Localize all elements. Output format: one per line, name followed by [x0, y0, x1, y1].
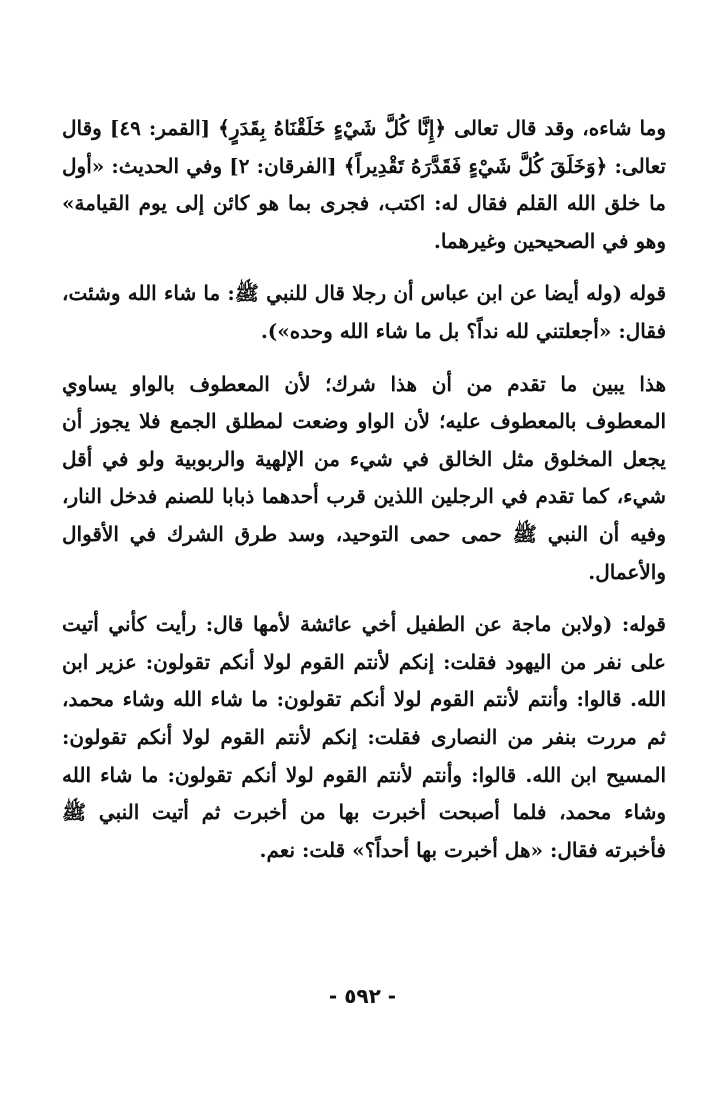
page-number: - ٥٩٢ -	[328, 984, 397, 1008]
paragraph-4: قوله: (ولابن ماجة عن الطفيل أخي عائشة لأمها قال: رأيت كأني أتيت على نفر من اليهود فقلت: إنكم لأنتم القوم لولا أنكم تقولون: عزير ابن الله. قالوا: وأنتم لأنتم القوم لولا أنكم تقولون: ما شاء الله وشاء محمد، ثم مررت بنفر من النصارى فقلت: إنكم لأنتم القوم لولا أنكم تقولون: المسيح ابن الله. قالوا: وأنتم لأنتم القوم لولا أنكم تقولون: ما شاء الله وشاء محمد، فلما أصبحت أخبرت بها من أخبرت ثم أتيت النبي ﷺ فأخبرته فقال: «هل أخبرت بها أحداً؟» قلت: نعم.	[62, 612, 666, 862]
page-body	[62, 110, 666, 869]
paragraph-1: وما شاءه، وقد قال تعالى ﴿إِنَّا كُلَّ شَيْءٍ خَلَقْنَاهُ بِقَدَرٍ﴾ [القمر: ٤٩] وقال تعالى: ﴿وَخَلَقَ كُلَّ شَيْءٍ فَقَدَّرَهُ تَقْدِيراً﴾ [الفرقان: ٢] وفي الحديث: «أول ما خلق الله القلم فقال له: اكتب، فجرى بما هو كائن إلى يوم القيامة» وهو في الصحيحين وغيرهما.	[62, 116, 666, 253]
paragraph-3: هذا يبين ما تقدم من أن هذا شرك؛ لأن المعطوف بالواو يساوي المعطوف بالمعطوف عليه؛ لأن الواو وضعت لمطلق الجمع فلا يجوز أن يجعل المخلوق مثل الخالق في شيء من الإلهية والربوبية ولو في أقل شيء، كما تقدم في الرجلين اللذين قرب أحدهما ذبابا للصنم فدخل النار، وفيه أن النبي ﷺ حمى حمى التوحيد، وسد طرق الشرك في الأقوال والأعمال.	[62, 371, 666, 584]
paragraph-2: قوله (وله أيضا عن ابن عباس أن رجلا قال للنبي ﷺ: ما شاء الله وشئت، فقال: «أجعلتني لله نداً؟ بل ما شاء الله وحده»).	[62, 281, 666, 343]
